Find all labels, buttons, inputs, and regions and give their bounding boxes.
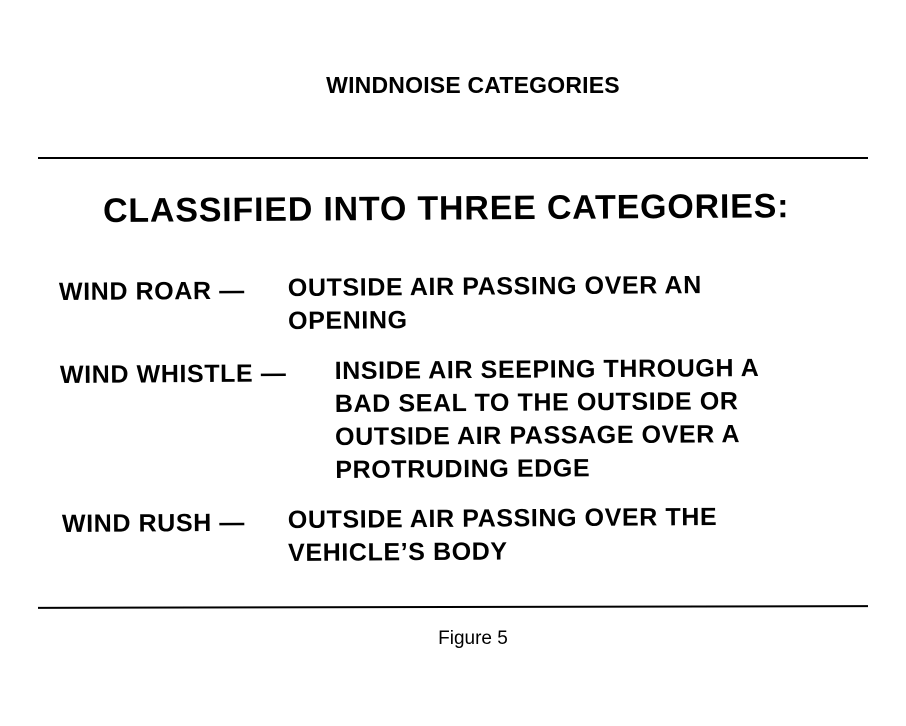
category-term-wind-roar: WIND ROAR — [58, 276, 245, 306]
description-line: INSIDE AIR SEEPING THROUGH A [334, 354, 760, 386]
page-title: WINDNOISE CATEGORIES [326, 72, 620, 98]
category-term-wind-whistle: WIND WHISTLE — [59, 359, 287, 389]
description-line: PROTRUDING EDGE [335, 454, 591, 484]
bottom-divider [38, 605, 868, 609]
category-description-wind-roar [288, 269, 702, 338]
description-line: OUTSIDE AIR PASSAGE OVER A [335, 420, 741, 451]
description-line: OUTSIDE AIR PASSING OVER THE [287, 503, 718, 535]
category-term-wind-rush: WIND RUSH — [61, 508, 246, 538]
description-line: OUTSIDE AIR PASSING OVER AN [287, 271, 702, 303]
category-description-wind-whistle [335, 352, 761, 487]
description-line: VEHICLE’S BODY [288, 537, 508, 567]
description-line: BAD SEAL TO THE OUTSIDE OR [334, 387, 739, 419]
category-description-wind-rush [288, 501, 718, 570]
description-line: OPENING [288, 306, 408, 335]
top-divider [38, 157, 868, 159]
figure-caption: Figure 5 [438, 628, 508, 649]
section-heading: CLASSIFIED INTO THREE CATEGORIES: [102, 187, 790, 230]
